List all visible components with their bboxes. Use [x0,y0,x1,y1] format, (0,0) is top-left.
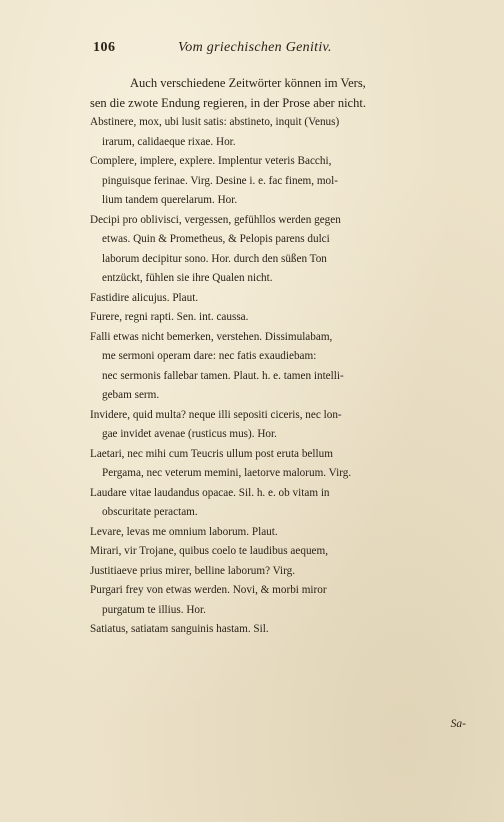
text-line: Laetari, nec mihi cum Teucris ullum post eruta bellum [90,447,333,460]
catchword: Sa- [450,718,466,730]
text-line: Satiatus, satiatam sanguinis hastam. Sil. [90,623,269,635]
page-number: 106 [93,40,116,55]
text-line: entzückt, fühlen sie ihre Qualen nicht. [102,272,273,284]
running-head: Vom griechischen Genitiv. [178,40,332,55]
text-line: lium tandem querelarum. Hor. [102,194,238,206]
text-line: Decipi pro oblivisci, vergessen, gefühllos werden gegen [90,213,341,226]
text-line: Fastidire alicujus. Plaut. [90,291,199,304]
text-line: Mirari, vir Trojane, quibus coelo te laudibus aequem, [90,545,329,557]
text-line: Falli etwas nicht bemerken, verstehen. Dissimulabam, [90,330,333,343]
text-line: gae invidet avenae (rusticus mus). Hor. [102,428,277,440]
text-line: Complere, implere, explere. Implentur veteris Bacchi, [90,155,332,167]
text-line: irarum, calidaeque rixae. Hor. [102,135,236,148]
text-line: etwas. Quin & Prometheus, & Pelopis parens dulci [102,233,330,245]
text-line: pinguisque ferinae. Virg. Desine i. e. fac finem, mol- [102,174,338,187]
text-line: Purgari frey von etwas werden. Novi, & morbi miror [90,584,327,596]
text-line: purgatum te illius. Hor. [102,603,206,616]
text-line: me sermoni operam dare: nec fatis exaudiebam: [102,350,317,362]
text-line: obscuritate peractam. [102,506,198,518]
text-line: Laudare vitae laudandus opacae. Sil. h. e. ob vitam in [90,486,330,499]
text-line: Justitiaeve prius mirer, belline laborum? Virg. [90,564,296,577]
text-line: nec sermonis fallebar tamen. Plaut. h. e. tamen intelli- [102,369,344,382]
text-line: gebam serm. [102,389,160,401]
text-line: Levare, levas me omnium laborum. Plaut. [90,525,278,538]
text-line: Abstinere, mox, ubi lusit satis: abstineto, inquit (Venus) [90,116,340,128]
text-line: sen die zwote Endung regieren, in der Prose aber nicht. [90,95,366,110]
text-line: Auch verschiedene Zeitwörter können im Vers, [130,76,366,90]
page-header [0,38,504,60]
text-line: Invidere, quid multa? neque illi sepositi ciceris, nec lon- [90,408,342,421]
body-text [90,74,462,640]
text-line: Pergama, nec veterum memini, laetorve malorum. Virg. [102,467,352,479]
text-line: laborum decipitur sono. Hor. durch den süßen Ton [102,252,327,265]
text-line: Furere, regni rapti. Sen. int. caussa. [90,311,249,323]
